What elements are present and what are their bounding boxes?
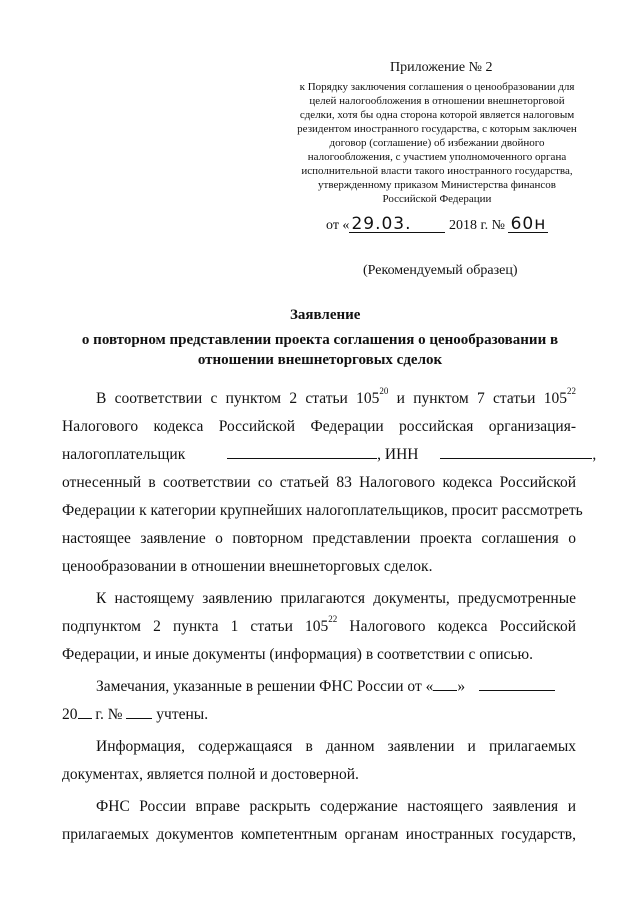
inn-blank (440, 444, 592, 459)
body-line (62, 704, 576, 726)
body-line: Информация, содержащаяся в данном заявлении и прилагаемых (96, 738, 576, 755)
year-label: 2018 г. № (448, 218, 505, 233)
order-date-line (326, 216, 548, 234)
body-line: Федерации, и иные документы (информация) в соответствии с описью. (62, 646, 533, 663)
body-line (62, 676, 576, 698)
text-span: и пунктом 7 статьи 105 (388, 390, 567, 407)
decision-day-blank (433, 676, 457, 691)
superscript: 22 (328, 613, 338, 624)
text-span: подпунктом 2 пункта 1 статьи 105 (62, 618, 329, 635)
body-line: прилагаемых документов компетентным органам иностранных государств, (62, 826, 576, 843)
decision-number-blank (126, 704, 152, 719)
superscript: 20 (379, 385, 389, 396)
document-title: Заявление (290, 307, 361, 323)
text-span: Замечания, указанные в решении ФНС России от « (96, 678, 434, 695)
text-span: , ИНН (377, 446, 419, 463)
text-span: г. № (95, 706, 123, 723)
body-line: настоящее заявление о повторном представлении проекта соглашения о (62, 530, 576, 547)
taxpayer-name-blank (227, 444, 377, 459)
body-line: Налогового кодекса Российской Федерации российская организация- (62, 418, 576, 435)
annex-title: Приложение № 2 (390, 60, 493, 75)
body-line: документах, является полной и достоверной. (62, 766, 359, 783)
text-span: учтены. (156, 706, 209, 723)
body-line: отнесенный в соответствии со статьей 83 Налогового кодекса Российской (62, 474, 576, 491)
text-span: 20 (62, 706, 78, 723)
text-span: Налогового кодекса Российской (337, 618, 576, 635)
annex-note: к Порядку заключения соглашения о ценообразовании для целей налогообложения в отношении внешнеторговой сделки, хотя бы одна сторона которой является налоговым резидентом иностранного государства, с которым заключен договор (соглашение) об избежании двойного налогообложения, с участием уполномоченного органа исполнительной власти такого иностранного государства, утвержденному приказом Министерства финансов Российской Федерации (297, 81, 577, 205)
date-prefix: от « (326, 218, 350, 233)
body-line: К настоящему заявлению прилагаются документы, предусмотренные (96, 590, 576, 607)
body-line: ФНС России вправе раскрыть содержание настоящего заявления и (96, 798, 576, 815)
handwritten-order-number: 60н (508, 216, 548, 233)
decision-month-blank (479, 676, 555, 691)
text-span: В соответствии с пунктом 2 статьи 105 (96, 390, 380, 407)
text-span: » (457, 678, 466, 695)
body-line (62, 613, 576, 638)
comma: , (592, 446, 597, 463)
sample-label: (Рекомендуемый образец) (363, 263, 518, 278)
decision-year-blank (78, 704, 92, 719)
document-subtitle: о повторном представлении проекта соглашения о ценообразовании в отношении внешнеторговых сделок (81, 332, 559, 368)
body-line (62, 444, 597, 466)
text-span: налогоплательщик (62, 446, 186, 463)
body-line (62, 385, 576, 410)
superscript: 22 (567, 385, 576, 396)
handwritten-date: 29.03. (349, 216, 445, 233)
body-line: ценообразовании в отношении внешнеторговых сделок. (62, 558, 433, 575)
body-line: Федерации к категории крупнейших налогоплательщиков, просит рассмотреть (62, 502, 583, 519)
